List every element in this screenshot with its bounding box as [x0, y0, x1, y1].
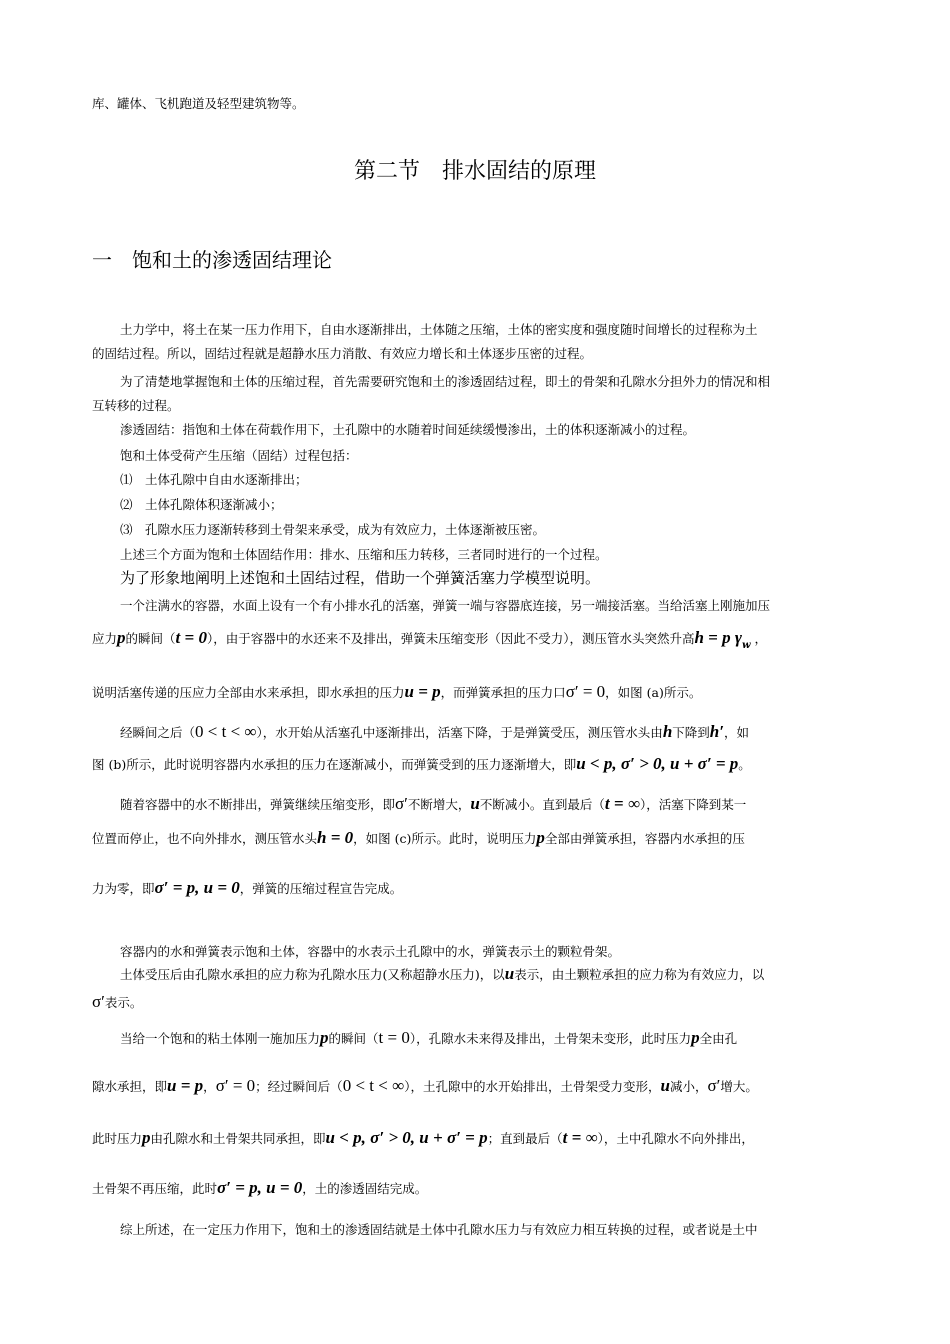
paragraph-pore-pressure-definition: 土体受压后由孔隙水承担的应力称为孔隙水压力(又称超静水压力)，以u表示，由土颗粒承担的应力称为有效应力，以 — [120, 964, 765, 983]
section-title: 第二节 排水固结的原理 — [353, 159, 596, 184]
paragraph-pore-pressure-definition-cont: σ′表示。 — [92, 992, 143, 1011]
paragraph-after-instant-cont: 图 (b)所示，此时说明容器内水承担的压力在逐渐减小，而弹簧受到的压力逐渐增大，即u < p, σ′ > 0, u + σ′ = p。 — [92, 754, 751, 773]
paragraph-clay-loading-line3: 此时压力p由孔隙水和土骨架共同承担，即u < p, σ′ > 0, u + σ′ = p；直到最后（t = ∞），土中孔隙水不向外排出， — [92, 1128, 754, 1147]
paragraph-water-bears-load: 说明活塞传递的压应力全部由水来承担，即水承担的压力u = p，而弹簧承担的压力口σ′ = 0，如图 (a)所示。 — [92, 682, 702, 701]
paragraph-purpose-cont: 互转移的过程。 — [92, 398, 180, 413]
paragraph-consolidation-definition-cont: 的固结过程。所以，固结过程就是超静水压力消散、有效应力增长和土体逐步压密的过程。 — [92, 346, 593, 361]
list-item-2: ⑵ 土体孔隙体积逐渐减小； — [120, 497, 283, 512]
paragraph-spring-model-intro: 为了形象地阐明上述饱和土固结过程，借助一个弹簧活塞力学模型说明。 — [120, 569, 601, 587]
subsection-heading: 一 饱和土的渗透固结理论 — [92, 248, 332, 272]
paragraph-model-analogy: 容器内的水和弹簧表示饱和土体，容器中的水表示土孔隙中的水，弹簧表示土的颗粒骨架。 — [120, 944, 621, 959]
paragraph-purpose: 为了清楚地掌握饱和土体的压缩过程，首先需要研究饱和土的渗透固结过程，即土的骨架和孔隙水分担外力的情况和相 — [120, 374, 771, 389]
paragraph-clay-loading-line2: 隙水承担，即u = p，σ′ = 0；经过瞬间后（0 < t < ∞），土孔隙中的水开始排出，土骨架受力变形，u减小，σ′增大。 — [92, 1076, 758, 1095]
continuation-line: 库、罐体、飞机跑道及轻型建筑物等。 — [92, 96, 305, 111]
list-item-1: ⑴ 土体孔隙中自由水逐渐排出； — [120, 472, 308, 487]
paragraph-process-intro: 饱和土体受荷产生压缩（固结）过程包括： — [120, 448, 358, 463]
paragraph-continuous-drainage-cont: 位置而停止，也不向外排水，测压管水头h = 0，如图 (c)所示。此时，说明压力p全部由弹簧承担，容器内水承担的压 — [92, 828, 745, 847]
paragraph-container-line2: 应力p的瞬间（t = 0），由于容器中的水还来不及排出，弹簧未压缩变形（因此不受力），测压管水头突然升高h = p $\gamma_w$ ， — [92, 628, 768, 651]
paragraph-after-instant: 经瞬间之后（0 < t < ∞），水开始从活塞孔中逐渐排出，活塞下降，于是弹簧受压，测压管水头由h下降到h′，如 — [120, 722, 750, 741]
paragraph-clay-loading-line4: 土骨架不再压缩，此时σ′ = p, u = 0，土的渗透固结完成。 — [92, 1178, 428, 1197]
paragraph-consolidation-definition: 土力学中，将土在某一压力作用下，自由水逐渐排出，土体随之压缩，土体的密实度和强度随时间增长的过程称为土 — [120, 322, 758, 337]
list-item-3: ⑶ 孔隙水压力逐渐转移到土骨架来承受，成为有效应力，土体逐渐被压密。 — [120, 522, 546, 537]
paragraph-container-description: 一个注满水的容器，水面上设有一个有小排水孔的活塞，弹簧一端与容器底连接，另一端接活塞。当给活塞上刚施加压 — [120, 598, 771, 613]
paragraph-continuous-drainage-end: 力为零，即σ′ = p, u = 0，弹簧的压缩过程宣告完成。 — [92, 878, 403, 897]
paragraph-summary-three-aspects: 上述三个方面为饱和土体固结作用：排水、压缩和压力转移，三者同时进行的一个过程。 — [120, 547, 608, 562]
paragraph-conclusion: 综上所述，在一定压力作用下，饱和土的渗透固结就是土体中孔隙水压力与有效应力相互转换的过程，或者说是土中 — [120, 1222, 758, 1237]
paragraph-clay-loading: 当给一个饱和的粘土体刚一施加压力p的瞬间（t = 0），孔隙水未来得及排出，土骨架未变形，此时压力p全由孔 — [120, 1028, 738, 1047]
paragraph-seepage-definition: 渗透固结：指饱和土体在荷载作用下，土孔隙中的水随着时间延续缓慢渗出，土的体积逐渐减小的过程。 — [120, 422, 696, 437]
paragraph-continuous-drainage: 随着容器中的水不断排出，弹簧继续压缩变形，即σ′不断增大，u不断减小。直到最后（t = ∞），活塞下降到某一 — [120, 794, 747, 813]
